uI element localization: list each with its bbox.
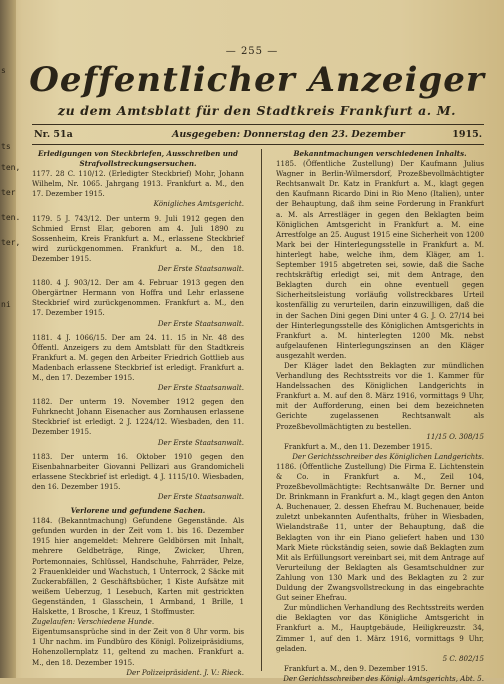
- notice-entry: [32, 397, 244, 447]
- notice-text: 1183. Der unterm 16. Oktober 1910 gegen den Eisenbahnarbeiter Giovanni Pellizari aus Grandomicheli erlassene Steckbrief ist erledigt. 4 J. 1115/10. Wiesbaden, den 16. Dezember 1915.: [32, 451, 244, 491]
- masthead-title: Oeffentlicher Anzeiger: [29, 60, 485, 100]
- section-heading: Bekanntmachungen verschiedenen Inhalts.: [293, 149, 467, 158]
- notice-text: 1186. (Öffentliche Zustellung) Die Firma E. Lichtenstein & Co. in Frankfurt a. M., Zeil 104, Prozeßbevollmächtigte: Rechtsanwälte Dr. Berner und Dr. Brinkmann in Frankfurt a. M., klagt gegen den Anton A. Buchenauer, 2. dessen Ehefrau M. Buchenauer, beide zuletzt unbekannten Aufenthalts, früher in Wiesbaden, Wielandstraße 11, unter der Behauptung, daß die Beklagten von ihr ein Piano geliefert haben und 130 Mark Miete rückständig seien, sowie daß Beklagten zum Mit als Erfüllungsort vereinbart sei, mit dem Antrage auf Verurteilung der Beklagten als Gesamtschuldner zur Zahlung von 130 Mark und des Beklagten zu 2 zur Duldung der Zwangsvollstreckung in das eingebrachte Gut seiner Ehefrau.: [276, 461, 484, 603]
- margin-mark: ni: [1, 300, 11, 309]
- case-number: 11/15 O. 308/15: [426, 431, 484, 441]
- notice-entry: [32, 278, 244, 328]
- margin-mark: ter,: [1, 238, 21, 247]
- column-divider: [261, 149, 262, 671]
- notice-signature: Der Gerichtsschreiber des Königl. Amtsgerichts, Abt. 5.: [283, 673, 484, 683]
- left-column: [32, 149, 244, 677]
- rule-bottom: [32, 144, 484, 145]
- case-number: 5 C. 802/15: [442, 653, 484, 663]
- right-column: [276, 149, 484, 683]
- notice-signature: Der Erste Staatsanwalt.: [157, 383, 244, 393]
- notice-text: 1177. 28 C. 110/12. (Erledigter Steckbrief) Mohr, Johann Wilhelm, Nr. 1065. Jahrgang 1913. Frankfurt a. M., den 17. Dezember 1915.: [32, 169, 244, 199]
- margin-mark: s: [1, 66, 6, 75]
- issue-bar: [32, 128, 484, 142]
- notice-text: 1180. 4 J. 903/12. Der am 4. Februar 1913 gegen den Obergärtner Hermann von Hoffra und Lehr erlassene Steckbrief wird zurückgenommen. Frankfurt a. M., den 17. Dezember 1915.: [32, 278, 244, 318]
- notice-signature: Der Erste Staatsanwalt.: [157, 264, 244, 274]
- notice-signature: Der Erste Staatsanwalt.: [157, 437, 244, 447]
- section-heading: Verlorene und gefundene Sachen.: [70, 506, 206, 516]
- notice-text: Der Kläger ladet den Beklagten zur mündlichen Verhandlung des Rechtsstreits vor die 1. Kammer für Handelssachen des Königlichen Landgerichts in Frankfurt a. M. auf den 8. März 1916, vormittags 9 Uhr, mit der Aufforderung, einen bei dem bezeichneten Gerichte zugelassenen Rechtsanwalt als Prozeßbevollmächtigten zu bestellen.: [276, 360, 484, 431]
- notice-entry: [32, 333, 244, 394]
- section-heading: Erledigungen von Steckbriefen, Ausschreiben und Strafvollstreckungsersuchen.: [37, 149, 239, 169]
- notice-text: 1185. (Öffentliche Zustellung) Der Kaufmann Julius Wagner in Berlin-Wilmersdorf, Prozeßbevollmächtigter Rechtsanwalt Dr. Katz in Frankfurt a. M., klagt gegen den Kaufmann Ricardo Dini in Rio Meno (Italien), unter der Behauptung, daß ihm seine Forderung in Frankfurt a. M. als Arrestläger in gegen den Beklagten beim Königlichen Amtsgericht in Frankfurt a. M. eine Arrestfolge an 25. August 1915 eine Sicherheit von 1200 Mark bei der Hinterlegungsstelle in Frankfurt a. M. hinterlegt habe, welche ihm, dem Kläger, am 1. September 1915 abgetreten sei, sowie, daß die Sache rechtskräftig erledigt sei, mit dem Antrage, den Beklagten durch ein ohne eventuell gegen Sicherheitsleistung vorläufig vollstreckbares Urteil kostenfällig zu verurteilen, darin einzuwilligen, daß die in der Sachen Dini gegen Dini unter 4 G. J. O. 27/14 bei der Hinterlegungsstelle des Königlichen Amtsgerichts in Frankfurt a. M. hinterlegten 1200 Mk. nebst aufgelaufenen Hinterlegungszinsen an den Kläger ausgezahlt werden.: [276, 159, 484, 360]
- notice-entry: [32, 214, 244, 275]
- margin-mark: ten,: [1, 163, 21, 172]
- notice-entry: [32, 452, 244, 502]
- notice-date: Frankfurt a. M., den 11. Dezember 1915.: [284, 441, 433, 451]
- notice-text: 1182. Der unterm 19. November 1912 gegen den Fuhrknecht Johann Eisenacher aus Zornhausen erlassene Steckbrief ist erledigt. 2 J. 1224/12. Wiesbaden, den 11. Dezember 1915.: [32, 397, 244, 437]
- notice-text: 1181. 4 J. 1066/15. Der am 24. 11. 15 in Nr. 48 des Öffentl. Anzeigers zu dem Amtsblatt für den Stadtkreis Frankfurt a. M. gegen den Arbeiter Friedrich Gottlieb aus Madenbach erlassene Steckbrief ist erledigt. Frankfurt a. M., den 17. Dezember 1915.: [32, 332, 244, 382]
- notice-subheading: Zugelaufen: Verschiedene Hunde.: [32, 617, 155, 627]
- notice-signature: Der Polizeipräsident. J. V.: Rieck.: [126, 667, 244, 677]
- margin-mark: ter: [1, 188, 16, 197]
- notice-entry: [32, 516, 244, 678]
- issue-year: 1915.: [452, 129, 482, 140]
- rule-top: [32, 124, 484, 125]
- left-binding-margin: [0, 0, 21, 678]
- notice-signature: Der Gerichtsschreiber des Königlichen Landgerichts.: [292, 451, 484, 461]
- margin-mark: ten.: [1, 213, 21, 222]
- notice-signature: Der Erste Staatsanwalt.: [157, 318, 244, 328]
- notice-text: Eigentumsansprüche sind in der Zeit von 8 Uhr vorm. bis 1 Uhr nachm. im Fundbüro des Königl. Polizeipräsidiums, Hohenzollernplatz 11, geltend zu machen. Frankfurt a. M., den 18. Dezember 1915.: [32, 627, 244, 667]
- margin-mark: ts: [1, 142, 11, 151]
- masthead-subtitle: zu dem Amtsblatt für den Stadtkreis Frankfurt a. M.: [57, 103, 457, 118]
- issue-number: Nr. 51a: [34, 129, 73, 140]
- notice-text: Zur mündlichen Verhandlung des Rechtsstreits werden die Beklagten vor das Königliche Amtsgericht in Frankfurt a. M., Hauptgebäude, Heiligkreuzstr. 34, Zimmer 1, auf den 1. März 1916, vormittags 9 Uhr, geladen.: [276, 603, 484, 653]
- notice-signature: Königliches Amtsgericht.: [153, 199, 244, 209]
- notice-text: 1179. 5 J. 743/12. Der unterm 9. Juli 1912 gegen den Schmied Ernst Elar, geboren am 4. Juli 1890 zu Sossenheim, Kreis Frankfurt a. M., erlassene Steckbrief wird zurückgenommen. Frankfurt a. M., den 18. Dezember 1915.: [32, 213, 244, 263]
- notice-signature: Der Erste Staatsanwalt.: [157, 492, 244, 501]
- page-number: — 255 —: [225, 46, 279, 57]
- notice-date: Frankfurt a. M., den 9. Dezember 1915.: [284, 663, 428, 673]
- notice-text: 1184. (Bekanntmachung) Gefundene Gegenstände. Als gefunden wurden in der Zeit vom 1. bis 16. Dezember 1915 hier angemeldet: Mehrere Geldbörsen mit Inhalt, mehrere Geldbeträge, Ringe, Zwicker, Uhren, Portemonnaies, Schlüssel, Handschuhe, Fahrräder, Pelze, 2 Frauenkleider und Wachstuch, 1 Unterrock, 2 Säcke mit Zuckerabfällen, 2 Geschäftsbücher, 1 Kiste Aufsätze mit weißem Ueberzug, 1 Lesebuch, Karten mit gestrickten Gegenständen, 1 Glasschein, 1 Armband, 1 Brille, 1 Halskette, 1 Brosche, 1 Kreuz, 1 Stoffmuster.: [32, 516, 244, 617]
- notice-entry: [32, 169, 244, 209]
- issue-date: Ausgegeben: Donnerstag den 23. Dezember: [172, 129, 405, 140]
